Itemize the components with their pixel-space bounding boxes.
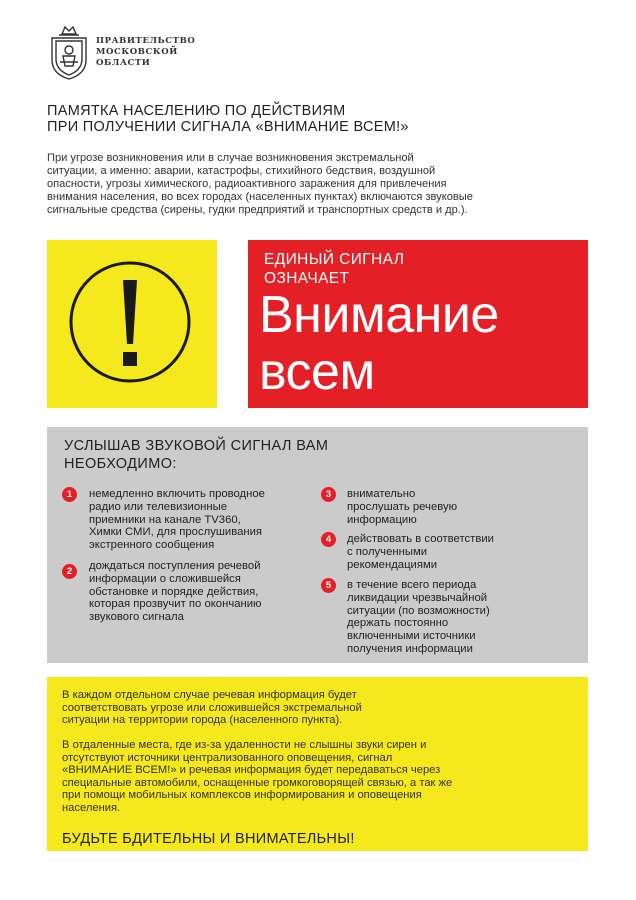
action-line: действовать в соответствии: [347, 533, 494, 545]
intro-line: опасности, угрозы химического, радиоактивного заражения для привлечения: [47, 178, 447, 190]
intro-line: внимания населения, во всех городах (населенных пунктах) включаются звуковые: [47, 191, 473, 203]
org-line: ПРАВИТЕЛЬСТВО: [96, 36, 196, 46]
note-line: соответствовать угрозе или сложившейся экстремальной: [62, 701, 362, 714]
actions-heading-line: НЕОБХОДИМО:: [64, 456, 177, 472]
signal-subtitle-line: ЕДИНЫЙ СИГНАЛ: [264, 251, 405, 268]
actions-heading: [64, 437, 328, 473]
step-badge: 2: [62, 564, 77, 579]
organization-name: [96, 36, 195, 69]
action-item-3: [347, 488, 572, 526]
note-line: В отдаленные места, где из-за удаленности не слышны звуки сирен и: [62, 739, 427, 751]
step-badge: 4: [321, 532, 336, 547]
signal-panel: [248, 240, 588, 408]
action-line: немедленно включить проводное: [89, 488, 265, 500]
signal-headline-line: всем: [259, 343, 375, 401]
intro-line: При угрозе возникновения или в случае возникновения экстремальной: [47, 152, 414, 164]
action-line: информации о сложившейся: [89, 572, 241, 585]
org-line: ОБЛАСТИ: [96, 58, 151, 68]
action-line: с полученными: [347, 545, 428, 558]
signal-subtitle: [264, 250, 404, 288]
actions-panel: [47, 427, 588, 663]
action-line: держать постоянно: [347, 617, 449, 630]
action-line: которая прозвучит по окончанию: [89, 598, 262, 611]
signal-headline: [259, 287, 499, 401]
closing-slogan: БУДЬТЕ БДИТЕЛЬНЫ И ВНИМАТЕЛЬНЫ!: [62, 831, 355, 847]
note-line: населения.: [62, 801, 121, 814]
action-line: приемники на канале TV360,: [89, 513, 241, 526]
note-paragraph-2: [62, 739, 582, 815]
action-line: рекомендациями: [347, 558, 438, 571]
notes-panel: [47, 677, 588, 851]
intro-line: сигнальные средства (сирены, гудки предприятий и транспортных средств и др.).: [47, 204, 468, 216]
title-line: ПАМЯТКА НАСЕЛЕНИЮ ПО ДЕЙСТВИЯМ: [47, 103, 346, 119]
action-line: в течение всего периода: [347, 579, 477, 591]
action-line: радио или телевизионные: [89, 500, 228, 513]
action-item-4: [347, 533, 572, 571]
action-line: информацию: [347, 513, 417, 526]
action-line: внимательно: [347, 488, 416, 500]
exclamation-circle-icon: [47, 240, 217, 408]
action-line: звукового сигнала: [89, 611, 184, 624]
note-line: отсутствуют источники централизованного оповещения, сигнал: [62, 751, 393, 764]
action-line: ситуации (по возможности): [347, 604, 490, 617]
intro-line: ситуации, а именно: аварии, катастрофы, стихийного бедствия, воздушной: [47, 165, 436, 177]
action-line: дождаться поступления речевой: [89, 560, 261, 572]
step-badge: 3: [321, 487, 336, 502]
action-item-5: [347, 579, 572, 656]
action-line: ликвидации чрезвычайной: [347, 591, 488, 604]
note-paragraph-1: [62, 689, 577, 727]
signal-subtitle-line: ОЗНАЧАЕТ: [264, 270, 350, 287]
note-line: В каждом отдельном случае речевая информация будет: [62, 689, 357, 701]
signal-headline-line: Внимание: [259, 286, 499, 344]
header: [48, 22, 348, 82]
action-line: включенными источники: [347, 630, 476, 643]
action-line: прослушать речевую: [347, 500, 458, 513]
action-line: экстренного сообщения: [89, 539, 215, 552]
action-line: получения информации: [347, 642, 473, 655]
note-line: ситуации на территории города (населенного пункта).: [62, 714, 343, 727]
step-badge: 1: [62, 487, 77, 502]
note-line: при помощи мобильных комплексов информирования и оповещения: [62, 789, 422, 802]
action-item-2: [89, 560, 304, 624]
action-item-1: [89, 488, 304, 552]
action-line: обстановке и порядке действия,: [89, 585, 259, 598]
action-line: Химки СМИ, для прослушивания: [89, 526, 263, 539]
org-line: МОСКОВСКОЙ: [96, 47, 178, 57]
intro-paragraph: [47, 152, 592, 217]
note-line: «ВНИМАНИЕ ВСЕМ!» и речевая информация будет передаваться через: [62, 764, 441, 777]
actions-heading-line: УСЛЫШАВ ЗВУКОВОЙ СИГНАЛ ВАМ: [64, 438, 329, 454]
coat-of-arms-icon: [48, 22, 90, 80]
step-badge: 5: [321, 578, 336, 593]
title-line: ПРИ ПОЛУЧЕНИИ СИГНАЛА «ВНИМАНИЕ ВСЕМ!»: [47, 119, 409, 135]
page-title: [47, 103, 567, 135]
note-line: специальные автомобили, оснащенные громкоговорящей связью, а так же: [62, 776, 453, 789]
warning-panel: [47, 240, 217, 408]
